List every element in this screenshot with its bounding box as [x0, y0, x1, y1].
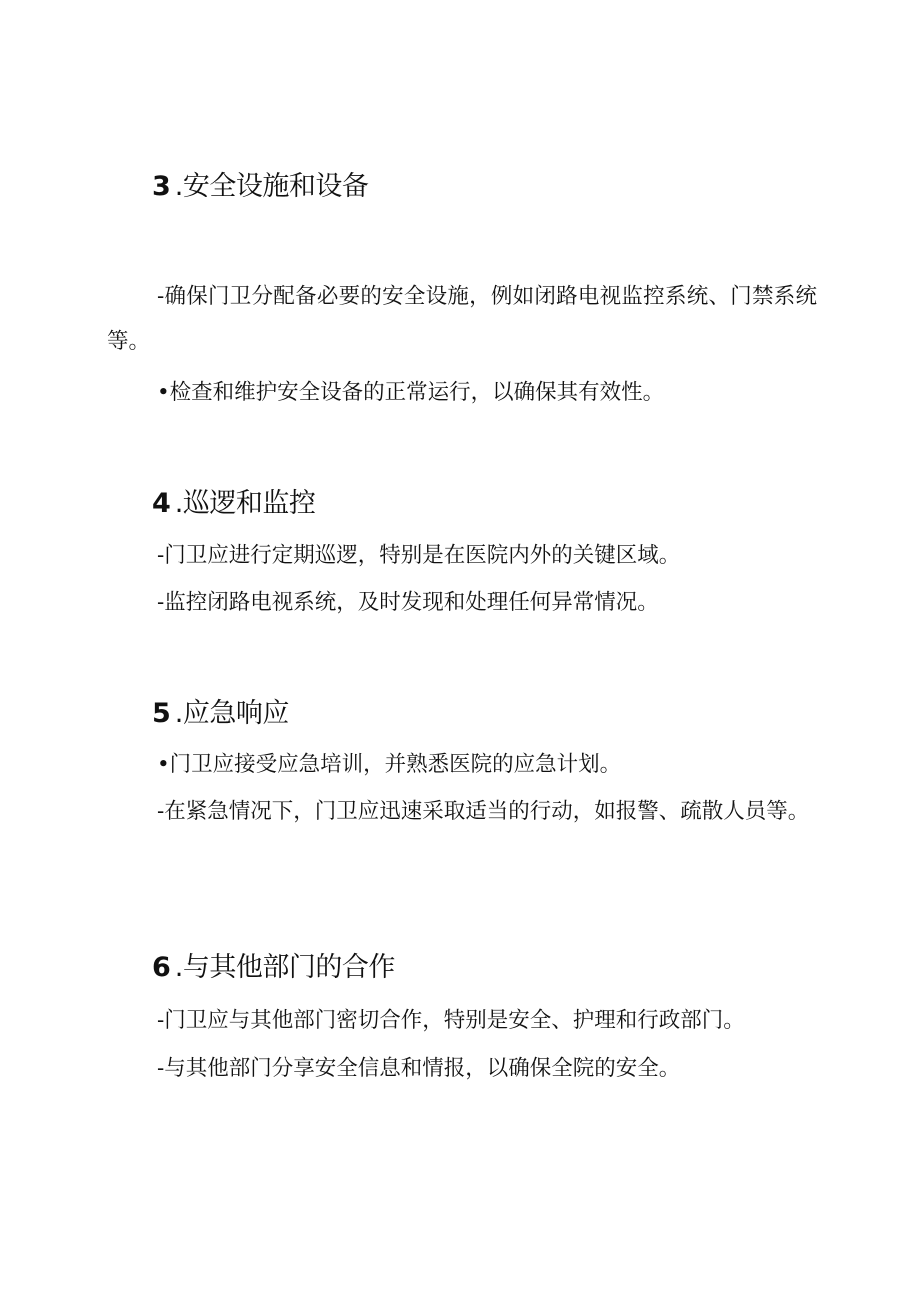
- section-6-number: 6: [152, 952, 171, 983]
- section-4-item-2: -监控闭路电视系统，及时发现和处理任何异常情况。: [157, 590, 659, 615]
- section-5-title: .应急响应: [174, 698, 289, 729]
- section-6-heading: [152, 951, 395, 985]
- section-3-number: 3: [152, 171, 171, 202]
- section-4-title: .巡逻和监控: [174, 488, 316, 519]
- section-3-item-1: -确保门卫分配备必要的安全设施，例如闭路电视监控系统、门禁系统等。: [107, 284, 817, 354]
- section-4-heading: [152, 487, 315, 521]
- section-3-heading: [152, 170, 368, 204]
- section-5-heading: [152, 697, 289, 731]
- section-6-item-1: -门卫应与其他部门密切合作，特别是安全、护理和行政部门。: [157, 1008, 745, 1033]
- section-3-title: .安全设施和设备: [174, 171, 369, 202]
- section-6-item-2: -与其他部门分享安全信息和情报，以确保全院的安全。: [157, 1056, 681, 1081]
- section-3-item-2: •检查和维护安全设备的正常运行，以确保其有效性。: [157, 380, 665, 405]
- section-5-number: 5: [152, 698, 171, 729]
- section-5-item-1: •门卫应接受应急培训，并熟悉医院的应急计划。: [157, 752, 622, 777]
- section-4-item-1: -门卫应进行定期巡逻，特别是在医院内外的关键区域。: [157, 543, 681, 568]
- section-5-item-2: -在紧急情况下，门卫应迅速采取适当的行动，如报警、疏散人员等。: [157, 799, 810, 824]
- section-4-number: 4: [152, 488, 171, 519]
- section-6-title: .与其他部门的合作: [174, 952, 395, 983]
